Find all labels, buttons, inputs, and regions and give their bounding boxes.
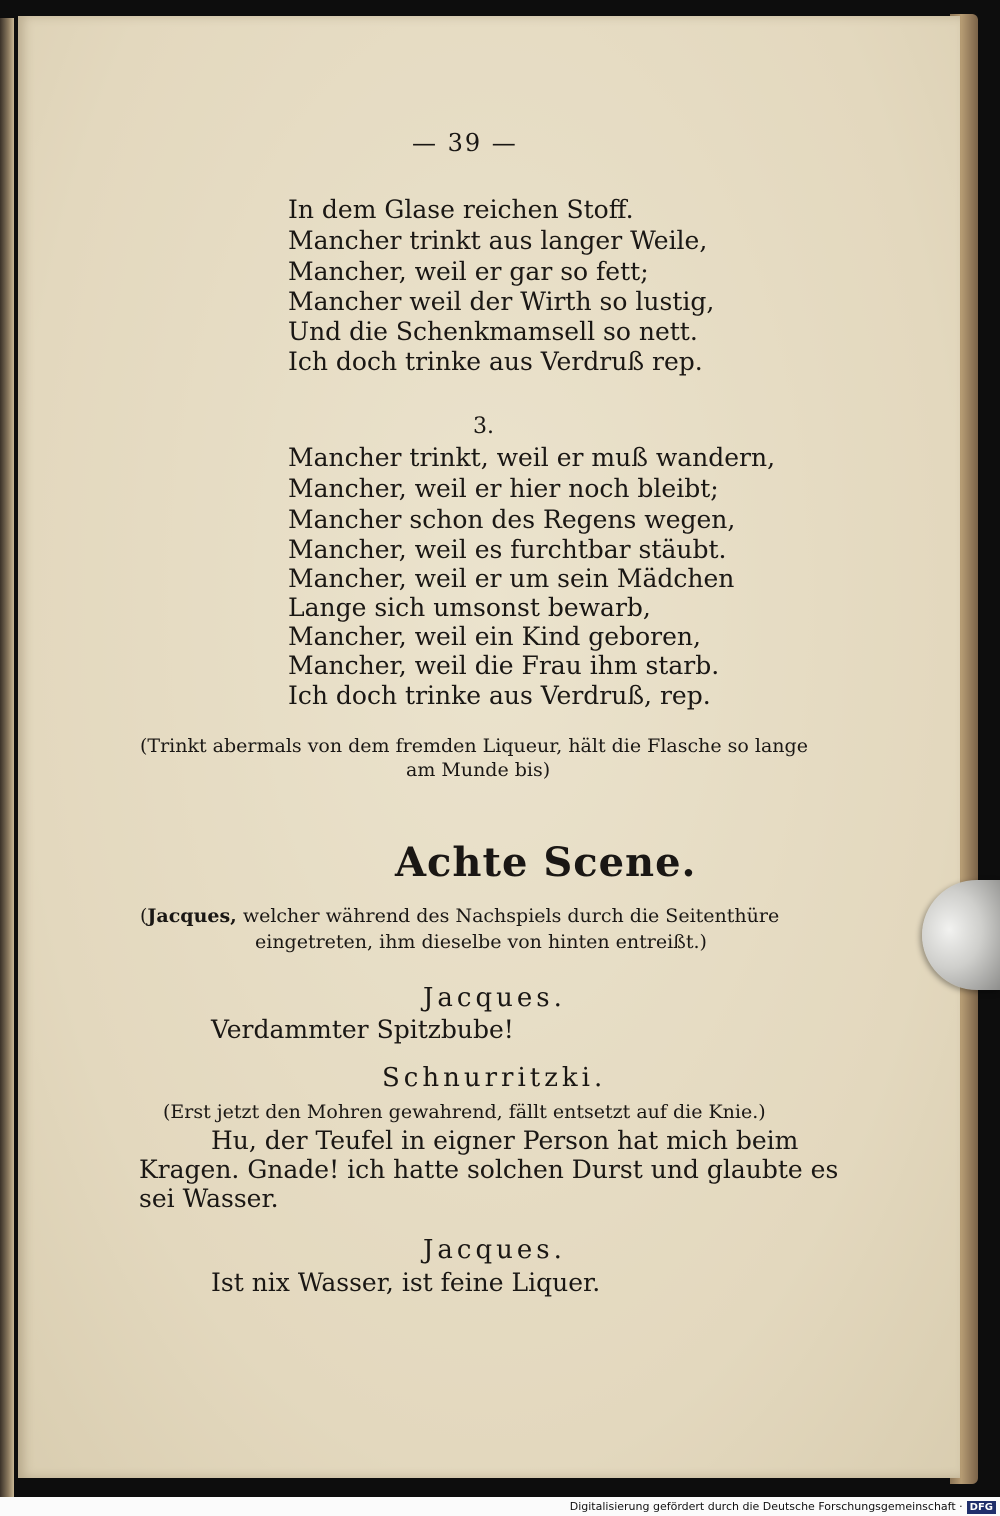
- poem-line: Mancher weil der Wirth so lustig,: [288, 287, 715, 316]
- left-page-edge: [0, 18, 14, 1498]
- scene-title: Achte Scene.: [395, 839, 697, 886]
- stage-direction: [140, 903, 779, 929]
- speech-line: Kragen. Gnade! ich hatte solchen Durst und glaubte es: [139, 1155, 839, 1184]
- stage-direction: am Munde bis): [406, 759, 551, 781]
- stage-direction: (Trinkt abermals von dem fremden Liqueur, hält die Flasche so lange: [140, 735, 808, 757]
- stage-direction: (Erst jetzt den Mohren gewahrend, fällt entsetzt auf die Knie.): [163, 1101, 766, 1123]
- digitization-credit-bar: [0, 1497, 1000, 1516]
- poem-line: Mancher, weil er gar so fett;: [288, 257, 649, 286]
- stanza-number: 3.: [473, 414, 494, 439]
- credit-text: Digitalisierung gefördert durch die Deutsche Forschungsgemeinschaft ·: [569, 1500, 963, 1513]
- poem-line: Mancher, weil es furchtbar stäubt.: [288, 535, 727, 564]
- poem-line: Mancher, weil er um sein Mädchen: [288, 564, 735, 593]
- poem-line: Ich doch trinke aus Verdruß rep.: [288, 347, 703, 376]
- character-name: Jacques,: [147, 905, 237, 927]
- stage-direction-text: welcher während des Nachspiels durch die Seitenthüre: [236, 905, 780, 927]
- dfg-logo: DFG: [967, 1501, 996, 1514]
- speaker-name: Jacques.: [423, 1235, 566, 1265]
- poem-line: Und die Schenkmamsell so nett.: [288, 317, 698, 346]
- speech-line: sei Wasser.: [139, 1184, 279, 1213]
- page-number: — 39 —: [412, 129, 518, 157]
- speech-line: Ist nix Wasser, ist feine Liquer.: [211, 1268, 601, 1297]
- poem-line: Mancher schon des Regens wegen,: [288, 505, 736, 534]
- poem-line: Mancher trinkt, weil er muß wandern,: [288, 443, 776, 472]
- paren-open: (: [140, 905, 148, 927]
- poem-line: Mancher trinkt aus langer Weile,: [288, 226, 708, 255]
- stage-direction: eingetreten, ihm dieselbe von hinten entreißt.): [255, 931, 707, 953]
- speaker-name: Jacques.: [423, 983, 566, 1013]
- speaker-name: Schnurritzki.: [382, 1063, 607, 1093]
- speech-line: Hu, der Teufel in eigner Person hat mich beim: [211, 1126, 799, 1155]
- speech-line: Verdammter Spitzbube!: [211, 1015, 514, 1044]
- poem-line: Mancher, weil ein Kind geboren,: [288, 622, 701, 651]
- poem-line: Lange sich umsonst bewarb,: [288, 593, 651, 622]
- poem-line: Mancher, weil die Frau ihm starb.: [288, 651, 720, 680]
- poem-line: In dem Glase reichen Stoff.: [288, 195, 634, 224]
- poem-line: Ich doch trinke aus Verdruß, rep.: [288, 681, 711, 710]
- poem-line: Mancher, weil er hier noch bleibt;: [288, 474, 719, 503]
